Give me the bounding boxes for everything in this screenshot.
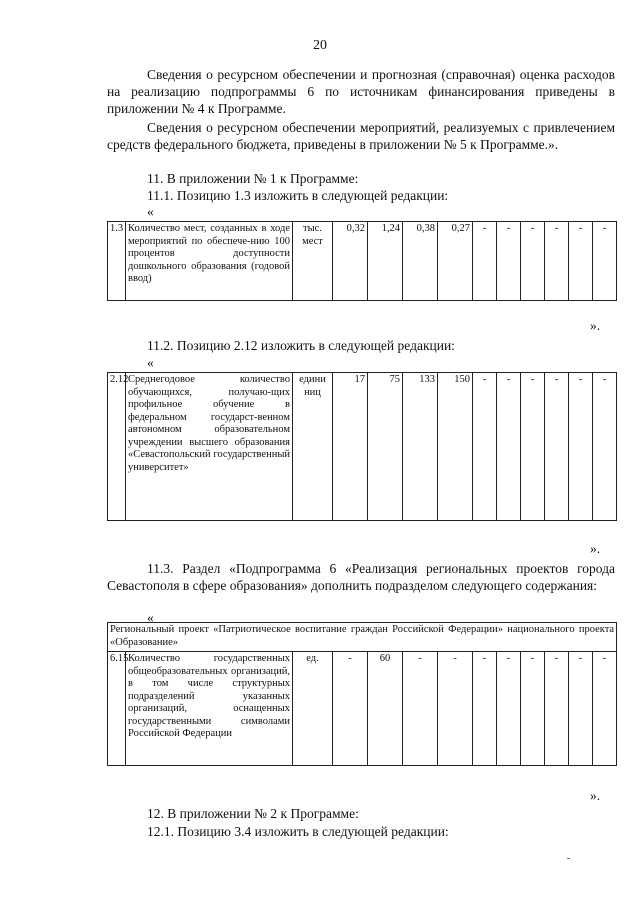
value-cell: -	[473, 373, 497, 521]
value-cell: -	[593, 222, 617, 301]
value-cell: -	[497, 652, 521, 766]
value-cell: -	[593, 652, 617, 766]
value-cell: -	[521, 373, 545, 521]
table-regional-project	[107, 622, 617, 766]
value-cell: 60	[368, 652, 403, 766]
value-cell: 17	[333, 373, 368, 521]
open-quote: «	[147, 355, 154, 370]
scan-mark	[567, 858, 570, 859]
paragraph-item-11-3: 11.3. Раздел «Подпрограмма 6 «Реализация региональных проектов города Севастополя в сфере образования» дополнить подразделом следующего содержания:	[107, 561, 615, 593]
close-quote: ».	[590, 318, 601, 333]
paragraph-item-11-1: 11.1. Позицию 1.3 изложить в следующей редакции:	[147, 188, 449, 203]
value-cell: -	[403, 652, 438, 766]
open-quote: «	[147, 204, 154, 219]
table-row	[108, 222, 617, 301]
value-cell: -	[545, 222, 569, 301]
table-row	[108, 373, 617, 521]
value-cell: 150	[438, 373, 473, 521]
paragraph-federal-budget: Сведения о ресурсном обеспечении мероприятий, реализуемых с привлечением средств федерального бюджета, приведены в приложении № 5 к Программе.».	[107, 120, 615, 152]
table-row	[108, 652, 617, 766]
value-cell: -	[569, 222, 593, 301]
table-header-row	[108, 623, 617, 652]
row-number: 2.12	[108, 373, 126, 521]
indicator-name: Количество мест, созданных в ходе мероприятий по обеспече-нию 100 процентов доступности дошкольного образования (годовой ввод)	[126, 222, 293, 301]
value-cell: -	[545, 373, 569, 521]
value-cell: -	[521, 222, 545, 301]
value-cell: -	[473, 652, 497, 766]
value-cell: -	[545, 652, 569, 766]
value-cell: -	[569, 373, 593, 521]
unit: едини ниц	[293, 373, 333, 521]
value-cell: 0,38	[403, 222, 438, 301]
open-quote: «	[147, 610, 154, 625]
paragraph-appendix-2: 12. В приложении № 2 к Программе:	[147, 806, 359, 821]
indicator-name: Количество государственных общеобразовательных организаций, в том числе структурных подразделений указанных организаций, оснащенных государственными символами Российской Федерации	[126, 652, 293, 766]
row-number: 6.15	[108, 652, 126, 766]
close-quote: ».	[590, 788, 601, 803]
value-cell: 75	[368, 373, 403, 521]
value-cell: 0,27	[438, 222, 473, 301]
value-cell: -	[473, 222, 497, 301]
value-cell: -	[438, 652, 473, 766]
value-cell: 133	[403, 373, 438, 521]
unit: ед.	[293, 652, 333, 766]
row-number: 1.3	[108, 222, 126, 301]
close-quote: ».	[590, 541, 601, 556]
value-cell: -	[569, 652, 593, 766]
value-cell: -	[521, 652, 545, 766]
value-cell: 0,32	[333, 222, 368, 301]
value-cell: -	[333, 652, 368, 766]
table-position-2-12	[107, 372, 617, 521]
indicator-name: Среднегодовое количество обучающихся, получаю-щих профильное обучение в федеральном государст-венном автономном образовательном учреждении высшего образования «Севастопольский государственный университет»	[126, 373, 293, 521]
value-cell: -	[497, 222, 521, 301]
unit: тыс. мест	[293, 222, 333, 301]
value-cell: 1,24	[368, 222, 403, 301]
page-number: 20	[313, 38, 327, 53]
paragraph-item-12-1: 12.1. Позицию 3.4 изложить в следующей редакции:	[147, 824, 449, 839]
value-cell: -	[497, 373, 521, 521]
table-position-1-3	[107, 221, 617, 301]
regional-project-title: Региональный проект «Патриотическое воспитание граждан Российской Федерации» национального проекта «Образование»	[108, 623, 617, 652]
paragraph-appendix-1: 11. В приложении № 1 к Программе:	[147, 171, 359, 186]
paragraph-resource-support: Сведения о ресурсном обеспечении и прогнозная (справочная) оценка расходов на реализацию подпрограммы 6 по источникам финансирования приведены в приложении № 4 к Программе.	[107, 67, 615, 116]
paragraph-item-11-2: 11.2. Позицию 2.12 изложить в следующей редакции:	[147, 338, 455, 353]
value-cell: -	[593, 373, 617, 521]
